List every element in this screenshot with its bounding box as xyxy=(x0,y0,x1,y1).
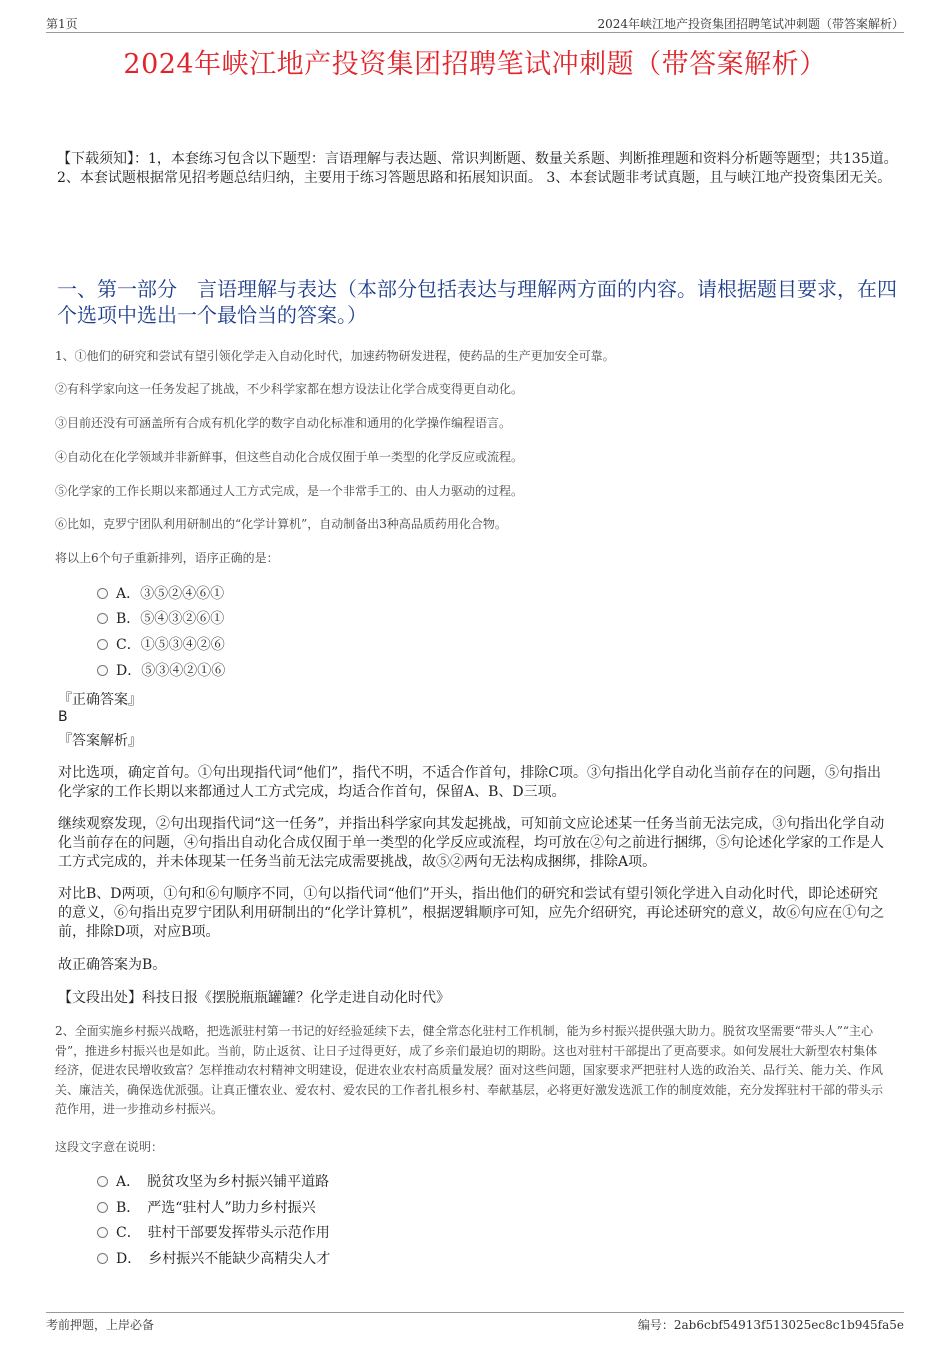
radio-icon[interactable] xyxy=(97,639,108,650)
footer-doc-id: 编号：2ab6cbf54913f513025ec8c1b945fa5e xyxy=(637,1318,904,1332)
radio-icon[interactable] xyxy=(97,613,108,624)
analysis-label: 『答案解析』 xyxy=(58,733,142,749)
q1-option-b[interactable]: B．⑤④③②⑥① xyxy=(97,609,224,629)
analysis-paragraph-3: 对比B、D两项，①句和⑥句顺序不同，①句以指代词“他们”开头，指出他们的研究和尝试有望引领化学进入自动化时代，即论述研究的意义，⑥句指出克罗宁团队利用研制出的“化学计算机”，根据逻辑顺序可知，应先介绍研究，再论述研究的意义，故⑥句应在①句之前，排除D项，对应B项。 xyxy=(58,886,885,940)
radio-icon[interactable] xyxy=(97,1176,108,1187)
analysis-conclusion: 故正确答案为B。 xyxy=(58,957,167,973)
q1-sentence-2: ②有科学家向这一任务发起了挑战，不少科学家都在想方设法让化学合成变得更自动化。 xyxy=(55,382,524,396)
answer-label: 『正确答案』 xyxy=(58,692,142,708)
page-title: 2024年峡江地产投资集团招聘笔试冲刺题（带答案解析） xyxy=(123,49,827,80)
analysis-paragraph-2: 继续观察发现，②句出现指代词“这一任务”，并指出科学家向其发起挑战，可知前文应论述某一任务当前无法完成，③句指出化学自动化当前存在的问题，④句指出自动化合成仅囿于单一类型的化学反应或流程，均可放在②句之前进行捆绑，⑤句论述化学家的工作是人工方式完成的，并未体现某一任务当前无法完成需要挑战，故⑤②两句无法构成捆绑，排除A项。 xyxy=(58,816,885,870)
section-heading: 一、第一部分 言语理解与表达（本部分包括表达与理解两方面的内容。请根据题目要求，在四个选项中选出一个最恰当的答案。） xyxy=(57,277,897,327)
page-number: 第1页 xyxy=(46,17,78,31)
q1-sentence-3: ③目前还没有可涵盖所有合成有机化学的数字自动化标准和通用的化学操作编程语言。 xyxy=(55,416,512,430)
source-citation: 【文段出处】科技日报《摆脱瓶瓶罐罐？化学走进自动化时代》 xyxy=(58,990,450,1006)
q2-passage: 2、全面实施乡村振兴战略，把选派驻村第一书记的好经验延续下去，健全常态化驻村工作机制，能为乡村振兴提供强大助力。脱贫攻坚需要“带头人”“主心骨”，推进乡村振兴也是如此。当前，防止返贫、让日子过得更好，成了乡亲们最迫切的期盼。这也对驻村干部提出了更高要求。如何发展壮大新型农村集体经济，促进农民增收致富？怎样推动农村精神文明建设，促进农业农村高质量发展？面对这些问题，国家要求严把驻村人选的政治关、品行关、能力关、作风关、廉洁关，确保选优派强。让真正懂农业、爱农村、爱农民的工作者扎根乡村、奉献基层，必将更好激发选派工作的制度效能，充分发挥驻村干部的带头示范作用，进一步推动乡村振兴。 xyxy=(55,1024,884,1116)
q1-sentence-5: ⑤化学家的工作长期以来都通过人工方式完成，是一个非常手工的、由人力驱动的过程。 xyxy=(55,484,524,498)
q2-option-d[interactable]: D． 乡村振兴不能缺少高精尖人才 xyxy=(97,1249,330,1269)
radio-icon[interactable] xyxy=(97,1202,108,1213)
q1-prompt: 将以上6个句子重新排列，语序正确的是： xyxy=(55,551,279,565)
q1-sentence-1: 1、①他们的研究和尝试有望引领化学走入自动化时代，加速药物研发进程，使药品的生产更加安全可靠。 xyxy=(55,349,615,363)
q1-option-c[interactable]: C．①⑤③④②⑥ xyxy=(97,635,225,655)
download-notice: 【下载须知】：1，本套练习包含以下题型：言语理解与表达题、常识判断题、数量关系题、判断推理题和资料分析题等题型；共135道。 2、本套试题根据常见招考题总结归纳，主要用于练习答题思路和拓展知识面。 3、本套试题非考试真题，且与峡江地产投资集团无关。 xyxy=(57,151,898,186)
radio-icon[interactable] xyxy=(97,665,108,676)
radio-icon[interactable] xyxy=(97,1253,108,1264)
q1-option-d[interactable]: D．⑤③④②①⑥ xyxy=(97,661,225,681)
q2-option-c[interactable]: C． 驻村干部要发挥带头示范作用 xyxy=(97,1223,330,1243)
q1-option-a[interactable]: A．③⑤②④⑥① xyxy=(97,584,224,604)
page-header xyxy=(46,12,904,33)
q1-sentence-6: ⑥比如，克罗宁团队利用研制出的“化学计算机”，自动制备出3种高品质药用化合物。 xyxy=(55,517,507,531)
footer-slogan: 考前押题，上岸必备 xyxy=(46,1318,155,1332)
page-footer xyxy=(46,1312,904,1335)
answer-value: B xyxy=(58,709,68,725)
radio-icon[interactable] xyxy=(97,588,108,599)
q2-option-a[interactable]: A． 脱贫攻坚为乡村振兴铺平道路 xyxy=(97,1172,329,1192)
q2-prompt: 这段文字意在说明： xyxy=(55,1140,164,1154)
header-doc-title: 2024年峡江地产投资集团招聘笔试冲刺题（带答案解析） xyxy=(597,17,904,31)
q1-sentence-4: ④自动化在化学领域并非新鲜事，但这些自动化合成仅囿于单一类型的化学反应或流程。 xyxy=(55,450,524,464)
analysis-paragraph-1: 对比选项，确定首句。①句出现指代词“他们”，指代不明，不适合作首句，排除C项。③句指出化学自动化当前存在的问题，⑤句指出化学家的工作长期以来都通过人工方式完成，均适合作首句，保留A、B、D三项。 xyxy=(58,765,882,800)
radio-icon[interactable] xyxy=(97,1227,108,1238)
q2-option-b[interactable]: B． 严选“驻村人”助力乡村振兴 xyxy=(97,1198,316,1218)
